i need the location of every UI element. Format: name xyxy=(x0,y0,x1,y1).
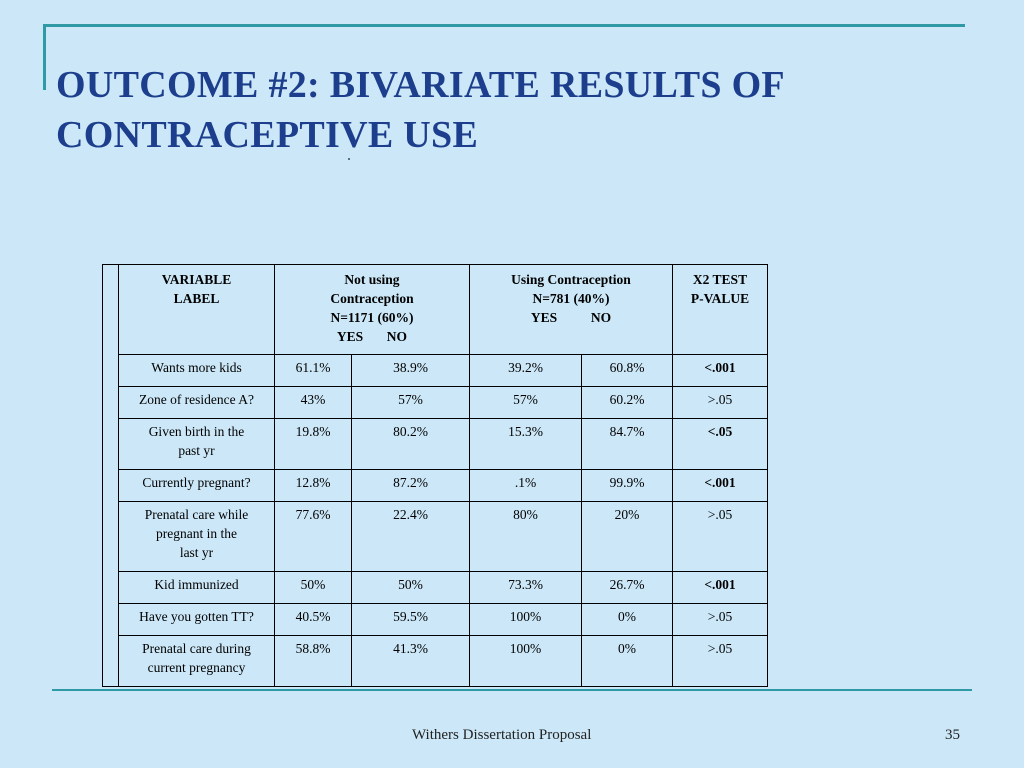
not-using-no-cell: 57% xyxy=(352,387,470,419)
row-label: Currently pregnant? xyxy=(119,470,275,502)
p-value-cell: <.001 xyxy=(673,355,768,387)
using-yes-cell: 100% xyxy=(470,636,582,687)
not-using-yes-cell: 19.8% xyxy=(275,419,352,470)
using-yes-cell: 73.3% xyxy=(470,572,582,604)
p-value-cell: <.001 xyxy=(673,572,768,604)
using-no-cell: 60.8% xyxy=(582,355,673,387)
using-no-cell: 84.7% xyxy=(582,419,673,470)
header-not-using: Not using Contraception N=1171 (60%) YES NO xyxy=(275,265,470,355)
not-using-no-cell: 41.3% xyxy=(352,636,470,687)
row-label: Zone of residence A? xyxy=(119,387,275,419)
top-accent-line xyxy=(43,24,965,27)
row-label: Prenatal care while pregnant in the last yr xyxy=(119,502,275,572)
using-no-cell: 0% xyxy=(582,604,673,636)
slide-title-line-2: CONTRACEPTIVE USE xyxy=(56,114,479,156)
using-yes-cell: 39.2% xyxy=(470,355,582,387)
not-using-yes-cell: 77.6% xyxy=(275,502,352,572)
table-header-row xyxy=(103,265,768,355)
table-row xyxy=(103,572,768,604)
not-using-yes-cell: 43% xyxy=(275,387,352,419)
using-yes-cell: 100% xyxy=(470,604,582,636)
table-row xyxy=(103,502,768,572)
table-row xyxy=(103,470,768,502)
p-value-cell: <.001 xyxy=(673,470,768,502)
not-using-yes-cell: 61.1% xyxy=(275,355,352,387)
header-variable-label: VARIABLE LABEL xyxy=(119,265,275,355)
page-number: 35 xyxy=(945,727,960,743)
using-yes-cell: 80% xyxy=(470,502,582,572)
left-accent-line xyxy=(43,24,46,90)
header-x2-test: X2 TEST P-VALUE xyxy=(673,265,768,355)
p-value-cell: <.05 xyxy=(673,419,768,470)
using-no-cell: 60.2% xyxy=(582,387,673,419)
table-row xyxy=(103,636,768,687)
not-using-no-cell: 22.4% xyxy=(352,502,470,572)
using-yes-cell: 15.3% xyxy=(470,419,582,470)
table-row xyxy=(103,419,768,470)
using-no-cell: 26.7% xyxy=(582,572,673,604)
row-label: Kid immunized xyxy=(119,572,275,604)
not-using-no-cell: 87.2% xyxy=(352,470,470,502)
table-row xyxy=(103,387,768,419)
bottom-accent-line xyxy=(52,689,972,691)
p-value-cell: >.05 xyxy=(673,636,768,687)
not-using-no-cell: 80.2% xyxy=(352,419,470,470)
stray-dot xyxy=(348,158,350,160)
row-label: Have you gotten TT? xyxy=(119,604,275,636)
not-using-no-cell: 50% xyxy=(352,572,470,604)
not-using-yes-cell: 12.8% xyxy=(275,470,352,502)
p-value-cell: >.05 xyxy=(673,387,768,419)
slide-title-line-1: OUTCOME #2: BIVARIATE RESULTS OF xyxy=(56,64,785,106)
not-using-no-cell: 59.5% xyxy=(352,604,470,636)
not-using-no-cell: 38.9% xyxy=(352,355,470,387)
using-yes-cell: .1% xyxy=(470,470,582,502)
row-label: Wants more kids xyxy=(119,355,275,387)
table-row xyxy=(103,604,768,636)
using-yes-cell: 57% xyxy=(470,387,582,419)
header-using: Using Contraception N=781 (40%) YES NO xyxy=(470,265,673,355)
row-label: Prenatal care during current pregnancy xyxy=(119,636,275,687)
using-no-cell: 20% xyxy=(582,502,673,572)
using-no-cell: 0% xyxy=(582,636,673,687)
not-using-yes-cell: 40.5% xyxy=(275,604,352,636)
blank-left-column xyxy=(103,265,119,687)
p-value-cell: >.05 xyxy=(673,604,768,636)
row-label: Given birth in the past yr xyxy=(119,419,275,470)
table-row xyxy=(103,355,768,387)
using-no-cell: 99.9% xyxy=(582,470,673,502)
not-using-yes-cell: 50% xyxy=(275,572,352,604)
bivariate-results-table xyxy=(102,264,768,687)
footer-text: Withers Dissertation Proposal xyxy=(412,727,592,743)
not-using-yes-cell: 58.8% xyxy=(275,636,352,687)
slide-title xyxy=(56,60,986,160)
p-value-cell: >.05 xyxy=(673,502,768,572)
